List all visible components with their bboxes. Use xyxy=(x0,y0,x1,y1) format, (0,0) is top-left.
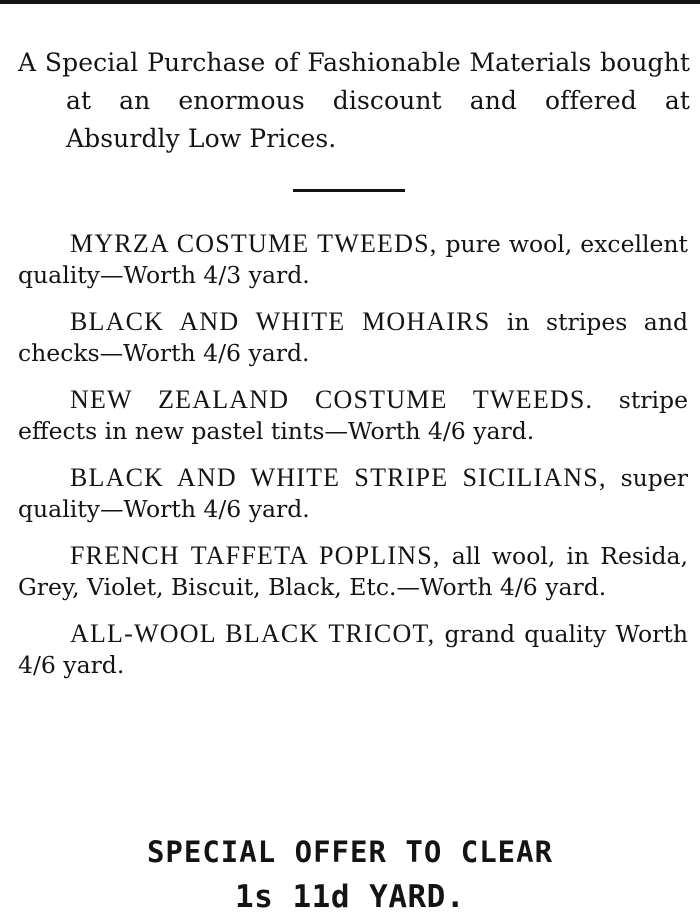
list-item xyxy=(18,540,688,603)
material-detail: grand quality Worth 4/6 yard. xyxy=(18,620,688,679)
material-detail: all wool, in Resida, Grey, Violet, Biscuit, Black, Etc.—Worth 4/6 yard. xyxy=(18,542,688,601)
material-detail: stripe effects in new pastel tints—Worth 4/6 yard. xyxy=(18,386,688,445)
top-rule xyxy=(0,0,700,4)
material-name: BLACK AND WHITE MOHAIRS xyxy=(70,307,491,336)
material-detail: super quality—Worth 4/6 yard. xyxy=(18,464,688,523)
section-divider xyxy=(293,189,405,192)
list-item xyxy=(18,384,688,447)
material-list xyxy=(18,228,688,696)
material-name: BLACK AND WHITE STRIPE SICILIANS, xyxy=(70,463,607,492)
material-name: FRENCH TAFFETA POPLINS, xyxy=(70,541,441,570)
material-name: MYRZA COSTUME TWEEDS, xyxy=(70,229,438,258)
list-item xyxy=(18,618,688,681)
material-name: ALL-WOOL BLACK TRICOT, xyxy=(70,619,436,648)
material-detail: pure wool, excellent quality—Worth 4/3 yard. xyxy=(18,230,689,289)
intro-paragraph: A Special Purchase of Fashionable Materials bought at an enormous discount and offered at Absurdly Low Prices. xyxy=(18,48,690,153)
offer-heading: SPECIAL OFFER TO CLEAR xyxy=(146,835,554,869)
list-item xyxy=(18,306,688,369)
material-detail: in stripes and checks—Worth 4/6 yard. xyxy=(18,308,688,367)
list-item xyxy=(18,228,688,291)
offer-price: 1s 11d YARD. xyxy=(235,879,465,915)
list-item xyxy=(18,462,688,525)
material-name: NEW ZEALAND COSTUME TWEEDS. xyxy=(70,385,594,414)
